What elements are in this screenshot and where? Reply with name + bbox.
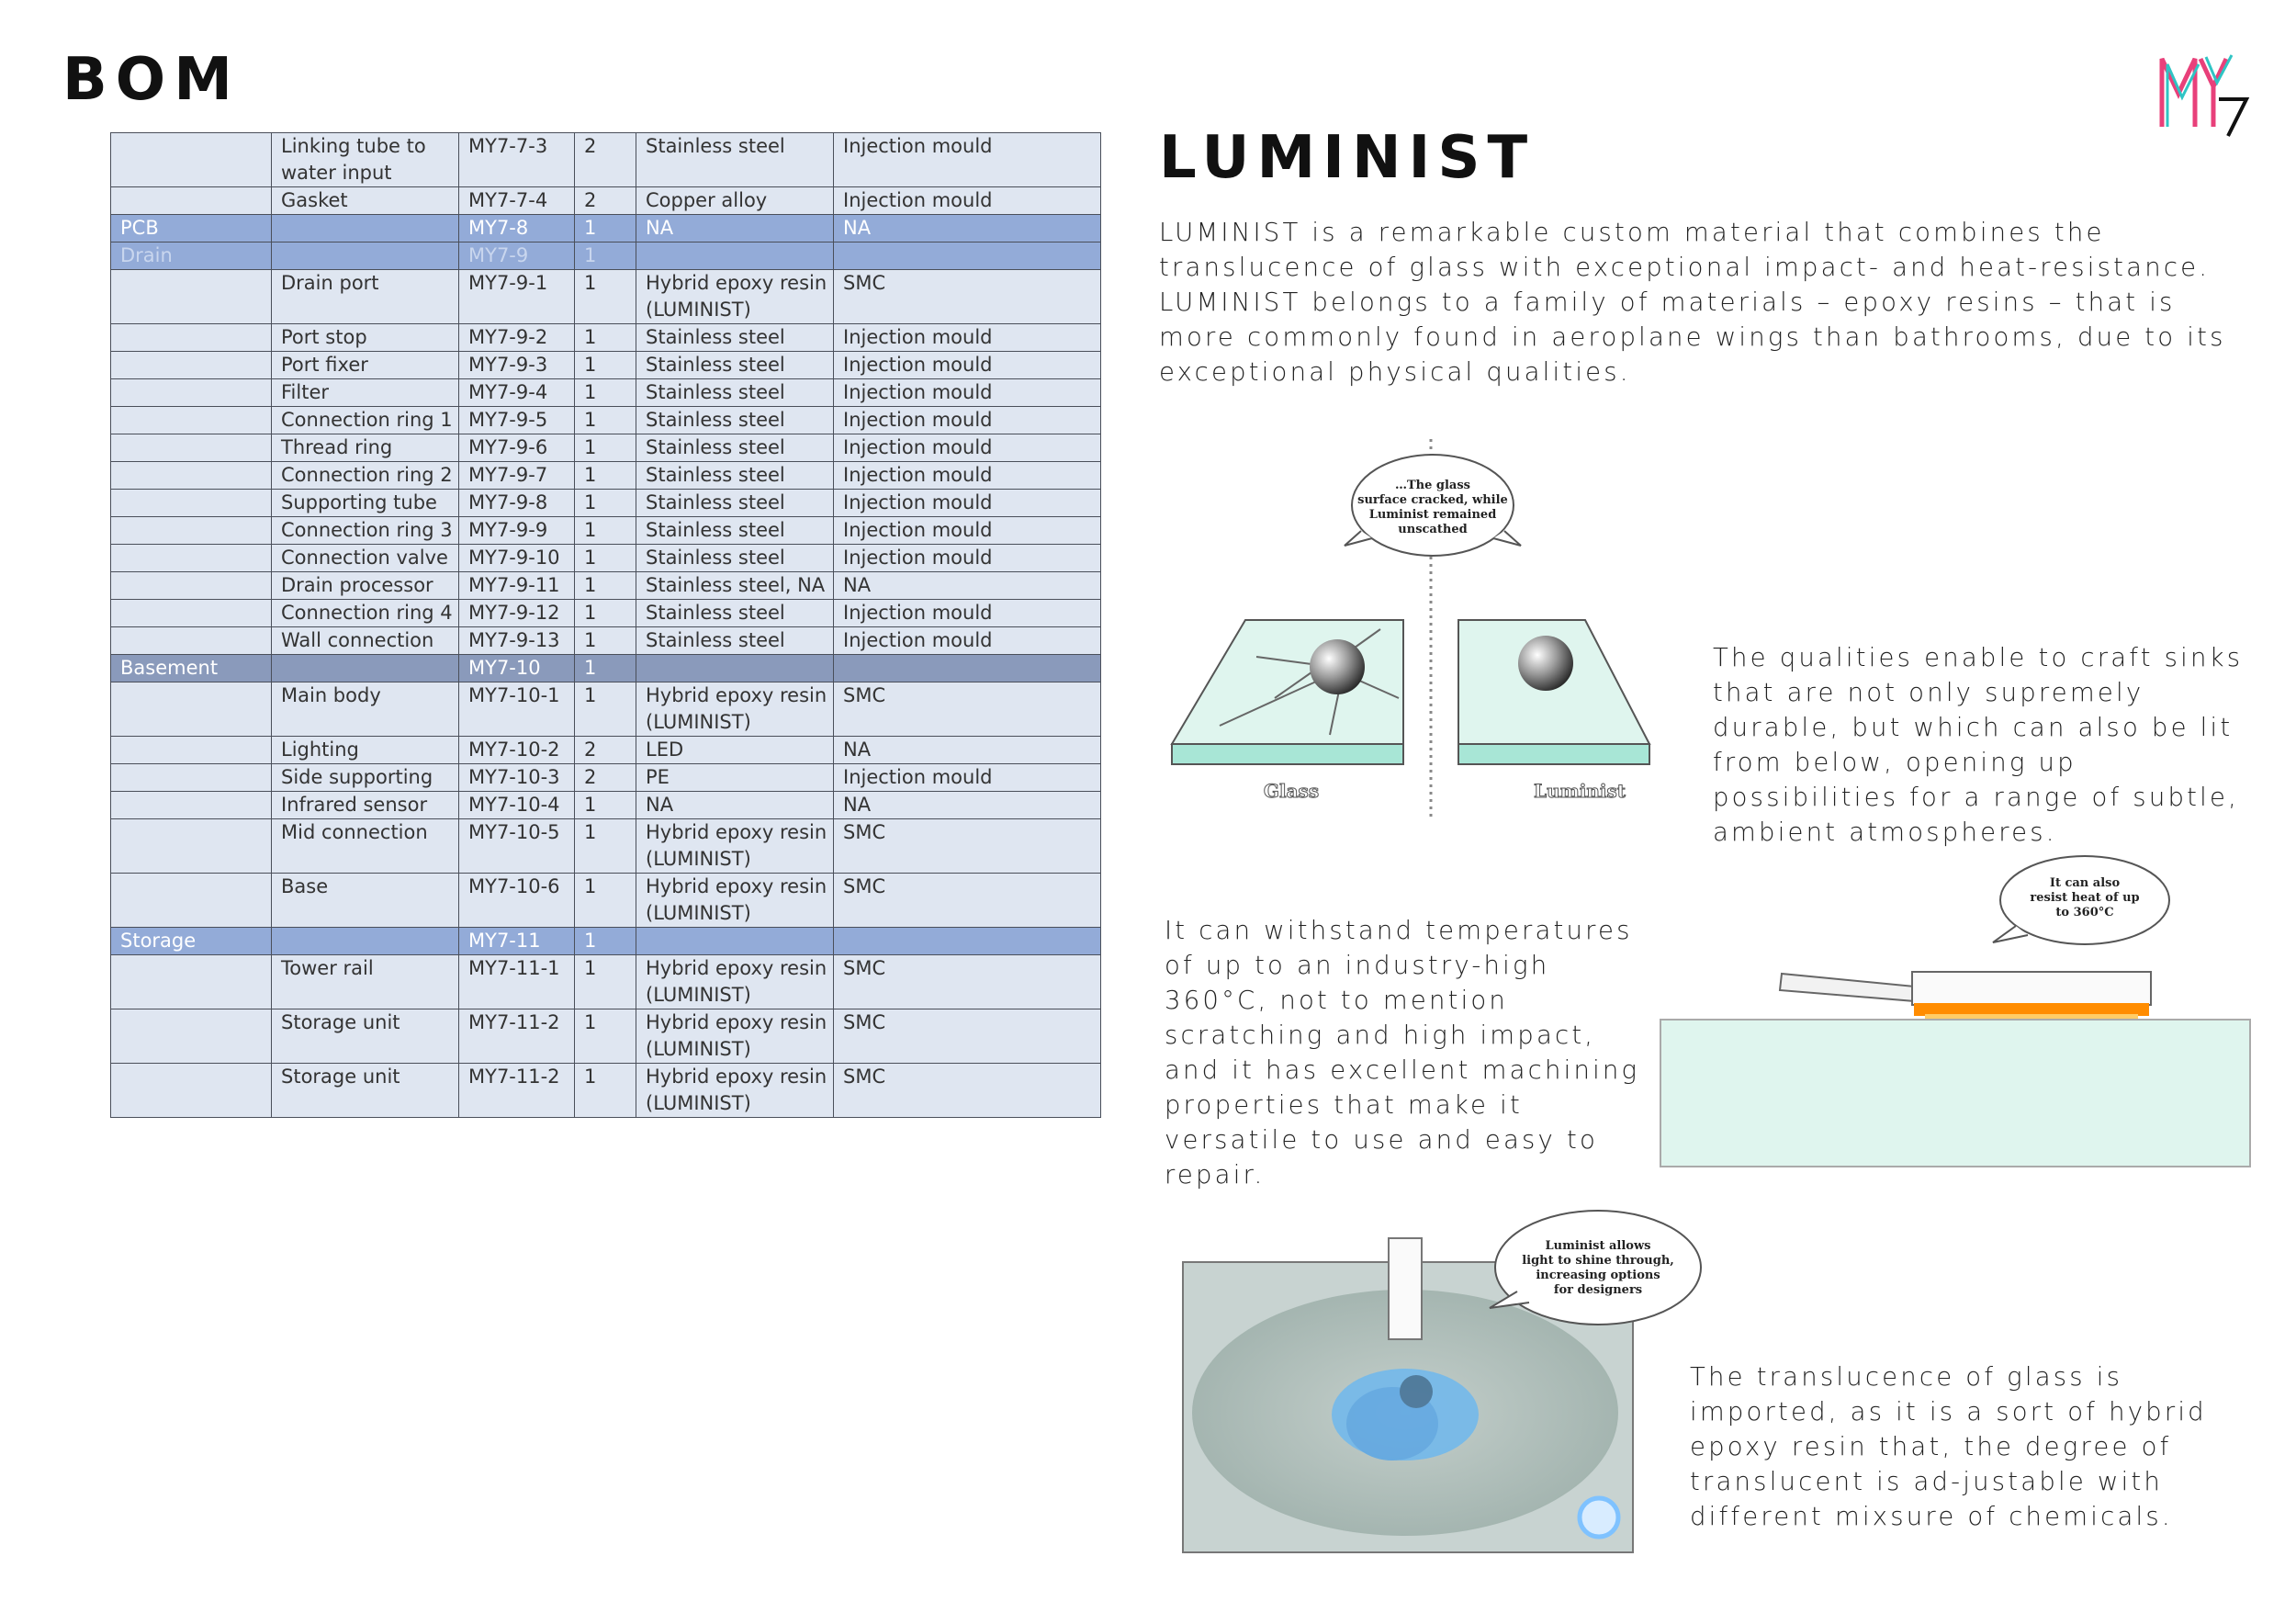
cell-group [111, 270, 272, 324]
table-section-row [111, 928, 1101, 955]
temperature-paragraph: It can withstand temperatures of up to an industry-high 360°C, not to mention scratching and high impact, and it has excellent machining properties that make it versatile to use and easy to repair. [1165, 916, 1640, 1190]
cell-process: Injection mould [834, 600, 1101, 627]
cell-part: Thread ring [272, 434, 459, 462]
cell-material: Stainless steel [636, 324, 834, 352]
impact-ball-glass [1310, 639, 1365, 694]
table-row [111, 490, 1101, 517]
cell-group [111, 462, 272, 490]
cell-material: Stainless steel [636, 545, 834, 572]
cell-code: MY7-9-12 [459, 600, 575, 627]
cell-qty: 1 [575, 434, 636, 462]
impact-speech-bubble [1345, 455, 1521, 556]
cell-code: MY7-9 [459, 242, 575, 270]
cell-group [111, 407, 272, 434]
cell-qty: 1 [575, 572, 636, 600]
intro-text-2: LUMINIST belongs to a family of materials – epoxy resins – that is more commonly found in aeroplane wings than bathrooms, due to its exceptional physical qualities. [1159, 288, 2226, 387]
heat-bubble-line-3: to 360°C [2055, 906, 2114, 919]
cell-process [834, 928, 1101, 955]
cell-material: LED [636, 737, 834, 764]
qualities-paragraph: The qualities enable to craft sinks that are not only supremely durable, but which can also be lit from below, opening up possibilities for a range of subtle, ambient atmospheres. [1713, 643, 2244, 847]
cell-process: Injection mould [834, 627, 1101, 655]
cell-part: Filter [272, 379, 459, 407]
cell-process: Injection mould [834, 379, 1101, 407]
cell-process: Injection mould [834, 545, 1101, 572]
impact-bubble-line-3: Luminist remained [1368, 508, 1497, 522]
cell-group [111, 434, 272, 462]
cell-part: Connection ring 3 [272, 517, 459, 545]
cell-code: MY7-7-4 [459, 187, 575, 215]
faucet [1389, 1238, 1422, 1339]
cell-qty: 1 [575, 627, 636, 655]
cell-group [111, 352, 272, 379]
cell-qty: 2 [575, 737, 636, 764]
cell-part: Connection valve [272, 545, 459, 572]
cell-code: MY7-11 [459, 928, 575, 955]
cell-group [111, 1064, 272, 1118]
cell-process: Injection mould [834, 517, 1101, 545]
table-row [111, 764, 1101, 792]
cell-process: Injection mould [834, 324, 1101, 352]
light-bubble-line-4: for designers [1553, 1283, 1643, 1297]
cell-qty: 1 [575, 874, 636, 928]
cell-material: Stainless steel [636, 379, 834, 407]
cell-code: MY7-11-2 [459, 1064, 575, 1118]
cell-group [111, 133, 272, 187]
cell-part [272, 928, 459, 955]
cell-process: SMC [834, 874, 1101, 928]
impact-bubble-line-1: …The glass [1394, 479, 1471, 492]
cell-group [111, 737, 272, 764]
cell-process [834, 655, 1101, 682]
cell-part: Storage unit [272, 1064, 459, 1118]
cell-code: MY7-9-2 [459, 324, 575, 352]
cell-part: Drain port [272, 270, 459, 324]
cell-material: Copper alloy [636, 187, 834, 215]
cell-part: Base [272, 874, 459, 928]
heat-bubble-line-2: resist heat of up [2030, 891, 2140, 905]
cell-part: Linking tube to water input [272, 133, 459, 187]
table-row [111, 737, 1101, 764]
cell-material: NA [636, 215, 834, 242]
cell-material: Stainless steel [636, 600, 834, 627]
cell-qty: 1 [575, 490, 636, 517]
cell-material [636, 655, 834, 682]
table-row [111, 819, 1101, 874]
light-bubble-line-1: Luminist allows [1545, 1239, 1651, 1253]
cell-material: Hybrid epoxy resin (LUMINIST) [636, 270, 834, 324]
label-glass: Glass [1263, 780, 1320, 802]
cell-qty: 1 [575, 517, 636, 545]
cell-material: Stainless steel [636, 133, 834, 187]
cell-qty: 1 [575, 682, 636, 737]
cell-group [111, 490, 272, 517]
table-section-row [111, 242, 1101, 270]
table-row [111, 955, 1101, 1009]
cell-process: Injection mould [834, 462, 1101, 490]
table-row [111, 600, 1101, 627]
cell-material [636, 928, 834, 955]
cell-group [111, 324, 272, 352]
cell-code: MY7-9-8 [459, 490, 575, 517]
cell-code: MY7-9-11 [459, 572, 575, 600]
cell-group [111, 682, 272, 737]
cell-group [111, 792, 272, 819]
cell-group [111, 874, 272, 928]
heat-illustration [1653, 854, 2259, 1176]
cell-process: Injection mould [834, 187, 1101, 215]
cell-code: MY7-8 [459, 215, 575, 242]
cell-group [111, 1009, 272, 1064]
cell-qty: 1 [575, 1064, 636, 1118]
cell-code: MY7-10-6 [459, 874, 575, 928]
cell-material: Hybrid epoxy resin (LUMINIST) [636, 1009, 834, 1064]
luminist-countertop [1660, 1020, 2250, 1167]
page-title-bom: BOM [62, 46, 241, 114]
cell-group [111, 764, 272, 792]
intro-paragraph [1159, 215, 2243, 389]
heat-bubble-line-1: It can also [2049, 876, 2121, 890]
table-row [111, 324, 1101, 352]
glass-slab [1172, 620, 1403, 764]
cell-qty: 1 [575, 352, 636, 379]
cell-qty: 1 [575, 655, 636, 682]
cell-qty: 1 [575, 545, 636, 572]
cell-group [111, 187, 272, 215]
table-row [111, 379, 1101, 407]
cell-material: Stainless steel [636, 352, 834, 379]
cell-qty: 2 [575, 133, 636, 187]
table-row [111, 352, 1101, 379]
cell-code: MY7-9-1 [459, 270, 575, 324]
cell-process: SMC [834, 819, 1101, 874]
cell-process: Injection mould [834, 764, 1101, 792]
cell-part: Infrared sensor [272, 792, 459, 819]
translucence-paragraph: The translucence of glass is imported, as it is a sort of hybrid epoxy resin that, the degree of translucent is ad-justable with different mixsure of chemicals. [1690, 1362, 2207, 1531]
cell-code: MY7-10-4 [459, 792, 575, 819]
cell-group [111, 517, 272, 545]
cell-qty: 1 [575, 462, 636, 490]
cell-part: Port stop [272, 324, 459, 352]
cell-code: MY7-10 [459, 655, 575, 682]
cell-part: Drain processor [272, 572, 459, 600]
cell-code: MY7-11-2 [459, 1009, 575, 1064]
cell-part: Mid connection [272, 819, 459, 874]
cell-material: Stainless steel [636, 627, 834, 655]
cell-part: Storage unit [272, 1009, 459, 1064]
cell-group: PCB [111, 215, 272, 242]
cell-group [111, 572, 272, 600]
cell-process: Injection mould [834, 434, 1101, 462]
cell-part: Connection ring 2 [272, 462, 459, 490]
table-row [111, 133, 1101, 187]
cell-process: Injection mould [834, 490, 1101, 517]
heat-speech-bubble [1993, 856, 2169, 944]
cell-material: Stainless steel [636, 490, 834, 517]
cell-process: SMC [834, 682, 1101, 737]
cell-code: MY7-9-10 [459, 545, 575, 572]
cell-qty: 2 [575, 187, 636, 215]
cell-code: MY7-9-4 [459, 379, 575, 407]
label-luminist: Luminist [1534, 780, 1626, 802]
cell-qty: 1 [575, 819, 636, 874]
cell-group [111, 627, 272, 655]
cell-group [111, 379, 272, 407]
cell-group: Basement [111, 655, 272, 682]
cell-part: Connection ring 4 [272, 600, 459, 627]
cell-code: MY7-9-3 [459, 352, 575, 379]
cell-part [272, 215, 459, 242]
cell-material: Hybrid epoxy resin (LUMINIST) [636, 955, 834, 1009]
cell-process [834, 242, 1101, 270]
table-row [111, 407, 1101, 434]
cell-code: MY7-9-5 [459, 407, 575, 434]
cell-material: Stainless steel [636, 434, 834, 462]
table-row [111, 1064, 1101, 1118]
table-row [111, 434, 1101, 462]
cell-process: Injection mould [834, 352, 1101, 379]
cell-qty: 1 [575, 792, 636, 819]
impact-illustration [1165, 432, 1651, 827]
cell-part: Connection ring 1 [272, 407, 459, 434]
drain-light-indicator [1580, 1498, 1618, 1537]
cell-code: MY7-10-2 [459, 737, 575, 764]
table-row [111, 627, 1101, 655]
cell-group [111, 955, 272, 1009]
cell-process: NA [834, 792, 1101, 819]
cell-process: SMC [834, 1009, 1101, 1064]
impact-bubble-line-4: unscathed [1398, 523, 1468, 536]
cell-code: MY7-9-13 [459, 627, 575, 655]
cell-part: Tower rail [272, 955, 459, 1009]
cell-part: Supporting tube [272, 490, 459, 517]
cell-qty: 1 [575, 379, 636, 407]
cell-qty: 2 [575, 764, 636, 792]
cell-group: Storage [111, 928, 272, 955]
bom-table [110, 132, 1101, 1118]
cell-qty: 1 [575, 928, 636, 955]
cell-qty: 1 [575, 242, 636, 270]
cell-code: MY7-9-7 [459, 462, 575, 490]
cell-material: Hybrid epoxy resin (LUMINIST) [636, 819, 834, 874]
cell-code: MY7-11-1 [459, 955, 575, 1009]
cell-process: NA [834, 572, 1101, 600]
light-bubble-line-3: increasing options [1536, 1269, 1660, 1282]
cell-qty: 1 [575, 600, 636, 627]
cell-code: MY7-7-3 [459, 133, 575, 187]
table-row [111, 187, 1101, 215]
impact-ball-luminist [1518, 636, 1573, 691]
cell-code: MY7-10-3 [459, 764, 575, 792]
cell-qty: 1 [575, 407, 636, 434]
cell-part: Main body [272, 682, 459, 737]
table-row [111, 682, 1101, 737]
cell-group [111, 545, 272, 572]
table-row [111, 1009, 1101, 1064]
cell-process: SMC [834, 955, 1101, 1009]
light-bubble-line-2: light to shine through, [1522, 1254, 1674, 1268]
cell-qty: 1 [575, 270, 636, 324]
cell-material: Hybrid epoxy resin (LUMINIST) [636, 682, 834, 737]
table-row [111, 462, 1101, 490]
light-glow [1332, 1369, 1479, 1460]
cell-group: Drain [111, 242, 272, 270]
table-section-row [111, 655, 1101, 682]
table-row [111, 545, 1101, 572]
cell-process: NA [834, 215, 1101, 242]
cell-part: Gasket [272, 187, 459, 215]
impact-bubble-line-2: surface cracked, while [1357, 493, 1508, 507]
light-illustration [1176, 1194, 1708, 1562]
cell-part: Port fixer [272, 352, 459, 379]
table-row [111, 874, 1101, 928]
cell-part [272, 655, 459, 682]
cell-part: Side supporting [272, 764, 459, 792]
cell-code: MY7-10-1 [459, 682, 575, 737]
table-row [111, 792, 1101, 819]
cell-process: Injection mould [834, 133, 1101, 187]
cell-part: Lighting [272, 737, 459, 764]
cell-qty: 1 [575, 955, 636, 1009]
cell-qty: 1 [575, 215, 636, 242]
cell-material: Hybrid epoxy resin (LUMINIST) [636, 1064, 834, 1118]
cell-qty: 1 [575, 324, 636, 352]
cell-part [272, 242, 459, 270]
table-row [111, 517, 1101, 545]
cell-process: NA [834, 737, 1101, 764]
cell-group [111, 600, 272, 627]
cell-material: Stainless steel, NA [636, 572, 834, 600]
luminist-slab [1458, 620, 1649, 764]
table-row [111, 270, 1101, 324]
table-row [111, 572, 1101, 600]
cell-part: Wall connection [272, 627, 459, 655]
intro-text-1: LUMINIST is a remarkable custom material that combines the translucence of glass with exceptional impact- and heat-resistance. [1159, 218, 2211, 282]
cell-process: SMC [834, 1064, 1101, 1118]
cell-material: Stainless steel [636, 407, 834, 434]
cell-material [636, 242, 834, 270]
cell-code: MY7-9-9 [459, 517, 575, 545]
cell-material: Stainless steel [636, 517, 834, 545]
cell-material: NA [636, 792, 834, 819]
cell-material: Hybrid epoxy resin (LUMINIST) [636, 874, 834, 928]
cell-code: MY7-9-6 [459, 434, 575, 462]
cell-group [111, 819, 272, 874]
my7-logo [2158, 50, 2250, 138]
cell-code: MY7-10-5 [459, 819, 575, 874]
cell-process: SMC [834, 270, 1101, 324]
cell-process: Injection mould [834, 407, 1101, 434]
frying-pan [1780, 972, 2151, 1020]
table-section-row [111, 215, 1101, 242]
cell-qty: 1 [575, 1009, 636, 1064]
cell-material: PE [636, 764, 834, 792]
cell-material: Stainless steel [636, 462, 834, 490]
section-title-luminist: LUMINIST [1159, 124, 1536, 192]
